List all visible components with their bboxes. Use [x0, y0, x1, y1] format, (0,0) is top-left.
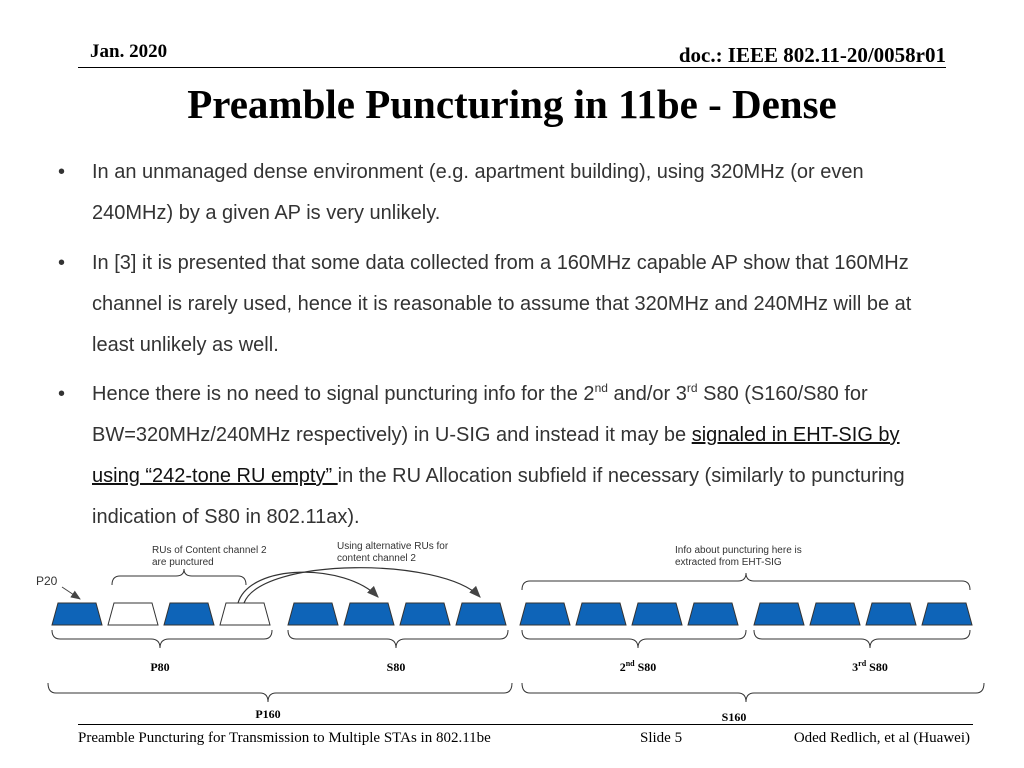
- punctured-brace: [112, 569, 246, 585]
- label-p80: P80: [150, 660, 170, 674]
- footer-slide-number: Slide 5: [640, 730, 683, 746]
- label-s80: S80: [386, 660, 406, 674]
- ru-slots: [52, 603, 972, 625]
- p160-brace: [48, 683, 512, 702]
- bullet-3: [58, 374, 938, 538]
- puncturing-diagram: [0, 535, 1024, 725]
- ru-slot-filled: [52, 603, 102, 625]
- label-s160: S160: [721, 710, 747, 724]
- s80-brace: [288, 630, 508, 648]
- s80-3rd-brace: [754, 630, 970, 648]
- ru-slot-filled: [688, 603, 738, 625]
- ru-slot-filled: [754, 603, 804, 625]
- bullet-3-part-3: S80 (S160/S80 for BW=320MHz/240MHz respectively) in U-SIG and instead it may be: [92, 383, 868, 446]
- label-3rd-sup: rd: [858, 659, 867, 668]
- label-3rd-s80: [852, 659, 888, 674]
- label-3rd-rest: S80: [866, 660, 888, 674]
- bullet-3-part-2: and/or 3: [607, 383, 687, 405]
- bullet-1: [58, 152, 938, 234]
- ru-slot-filled: [576, 603, 626, 625]
- s80-2nd-brace: [522, 630, 746, 648]
- ru-slot-filled: [632, 603, 682, 625]
- label-2nd-sup: nd: [625, 659, 635, 668]
- slide-title: Preamble Puncturing in 11be - Dense: [187, 81, 837, 127]
- label-2nd-num: 2: [619, 660, 626, 674]
- superscript-rd: rd: [686, 381, 698, 395]
- eht-brace: [522, 573, 970, 590]
- bullet-2: [58, 243, 938, 366]
- superscript-nd: nd: [594, 381, 608, 395]
- note-alt-line-1: Using alternative RUs for: [337, 541, 449, 552]
- ru-slot-filled: [164, 603, 214, 625]
- label-2nd-rest: S80: [634, 660, 657, 674]
- footer-author: Oded Redlich, et al (Huawei): [793, 730, 970, 746]
- underlined-emphasis: signaled in EHT-SIG by using “242-tone RU empty”: [92, 424, 900, 487]
- note-eht-line-1: Info about puncturing here is: [675, 545, 802, 556]
- header-doc-id: doc.: IEEE 802.11-20/0058r01: [678, 43, 946, 67]
- note-alt-line-2: content channel 2: [337, 553, 416, 564]
- ru-slot-filled: [288, 603, 338, 625]
- bullet-2-text: In [3] it is presented that some data collected from a 160MHz capable AP show that 160MHz channel is rarely used, hence it is reasonable to assume that 320MHz and 240MHz will be at least unlikely as well.: [92, 252, 912, 356]
- label-p160: P160: [255, 707, 281, 721]
- label-2nd-s80: [620, 659, 657, 674]
- ru-slot-filled: [810, 603, 860, 625]
- bullet-marker: •: [58, 383, 66, 405]
- footer-presentation-title: Preamble Puncturing for Transmission to Multiple STAs in 802.11be: [78, 730, 491, 746]
- footer-divider: [78, 724, 973, 725]
- ru-slot-filled: [866, 603, 916, 625]
- p20-label: P20: [36, 574, 58, 588]
- ru-slot-filled: [400, 603, 450, 625]
- label-3rd-num: 3: [852, 660, 859, 674]
- note-punctured-line-1: RUs of Content channel 2: [152, 545, 267, 556]
- ru-slot-punctured: [108, 603, 158, 625]
- s160-brace: [522, 683, 984, 702]
- bullet-marker: •: [58, 252, 66, 274]
- header-date: Jan. 2020: [90, 41, 168, 62]
- p20-arrow: [62, 587, 80, 599]
- header-divider: [78, 67, 946, 68]
- ru-slot-punctured: [220, 603, 270, 625]
- ru-slot-filled: [456, 603, 506, 625]
- diagram-svg: [0, 535, 1024, 725]
- p80-brace: [52, 630, 272, 648]
- note-eht-line-2: extracted from EHT-SIG: [675, 557, 782, 568]
- bullet-3-text: [92, 374, 938, 538]
- bullet-3-part-1: Hence there is no need to signal puncturing info for the 2: [92, 383, 595, 405]
- note-punctured-line-2: are punctured: [152, 557, 214, 568]
- ru-slot-filled: [344, 603, 394, 625]
- bullet-3-part-4: in the RU Allocation subfield if necessary (similarly to puncturing indication of S80 in 802.11ax).: [92, 465, 905, 528]
- ru-slot-filled: [520, 603, 570, 625]
- bullet-1-text: In an unmanaged dense environment (e.g. apartment building), using 320MHz (or even 240MHz) by a given AP is very unlikely.: [92, 161, 864, 224]
- bullet-marker: •: [58, 161, 66, 183]
- ru-slot-filled: [922, 603, 972, 625]
